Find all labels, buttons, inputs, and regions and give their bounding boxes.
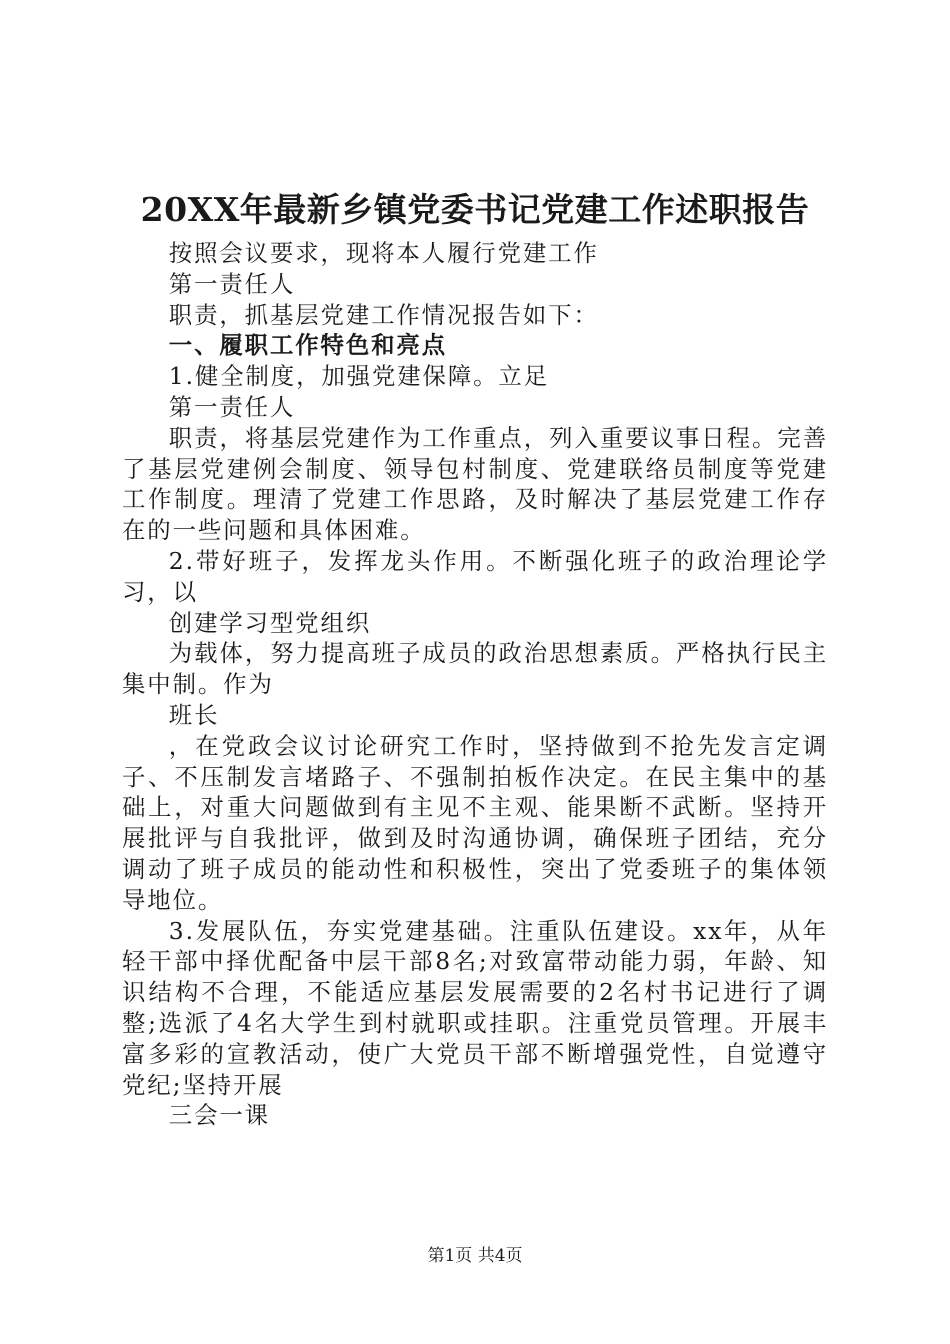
document-title: 20XX年最新乡镇党委书记党建工作述职报告 (140, 190, 810, 229)
paragraph: 2.带好班子，发挥龙头作用。不断强化班子的政治理论学习，以 (122, 546, 828, 606)
paragraph: 职责，抓基层党建工作情况报告如下： (168, 300, 599, 329)
section-heading: 一、履职工作特色和亮点 (168, 331, 447, 360)
paragraph: 职责，将基层党建作为工作重点，列入重要议事日程。完善了基层党建例会制度、领导包村制度、党建联络员制度等党建工作制度。理清了党建工作思路，及时解决了基层党建工作存在的一些问题和具体困难。 (122, 423, 828, 545)
paragraph: 创建学习型党组织 (168, 608, 372, 637)
paragraph: 按照会议要求，现将本人履行党建工作 (168, 239, 599, 267)
paragraph: 1.健全制度，加强党建保障。立足 (168, 362, 549, 391)
document-body (122, 238, 828, 1131)
paragraph: 第一责任人 (168, 269, 296, 298)
paragraph: 三会一课 (168, 1101, 270, 1130)
paragraph: 班长 (168, 700, 220, 729)
page-number: 第1页 共4页 (427, 1246, 523, 1266)
paragraph: ，在党政会议讨论研究工作时，坚持做到不抢先发言定调子、不压制发言堵路子、不强制拍板作决定。在民主集中的基础上，对重大问题做到有主见不主观、能果断不武断。坚持开展批评与自我批评，做到及时沟通协调，确保班子团结，充分调动了班子成员的能动性和积极性，突出了党委班子的集体领导地位。 (122, 731, 828, 914)
paragraph: 第一责任人 (168, 392, 296, 421)
paragraph: 为载体，努力提高班子成员的政治思想素质。严格执行民主集中制。作为 (122, 639, 828, 699)
paragraph: 3.发展队伍，夯实党建基础。注重队伍建设。xx年，从年轻干部中择优配备中层干部8名;对致富带动能力弱，年龄、知识结构不合理，不能适应基层发展需要的2名村书记进行了调整;选派了4名大学生到村就职或挂职。注重党员管理。开展丰富多彩的宣教活动，使广大党员干部不断增强党性，自觉遵守党纪;坚持开展 (122, 916, 828, 1099)
